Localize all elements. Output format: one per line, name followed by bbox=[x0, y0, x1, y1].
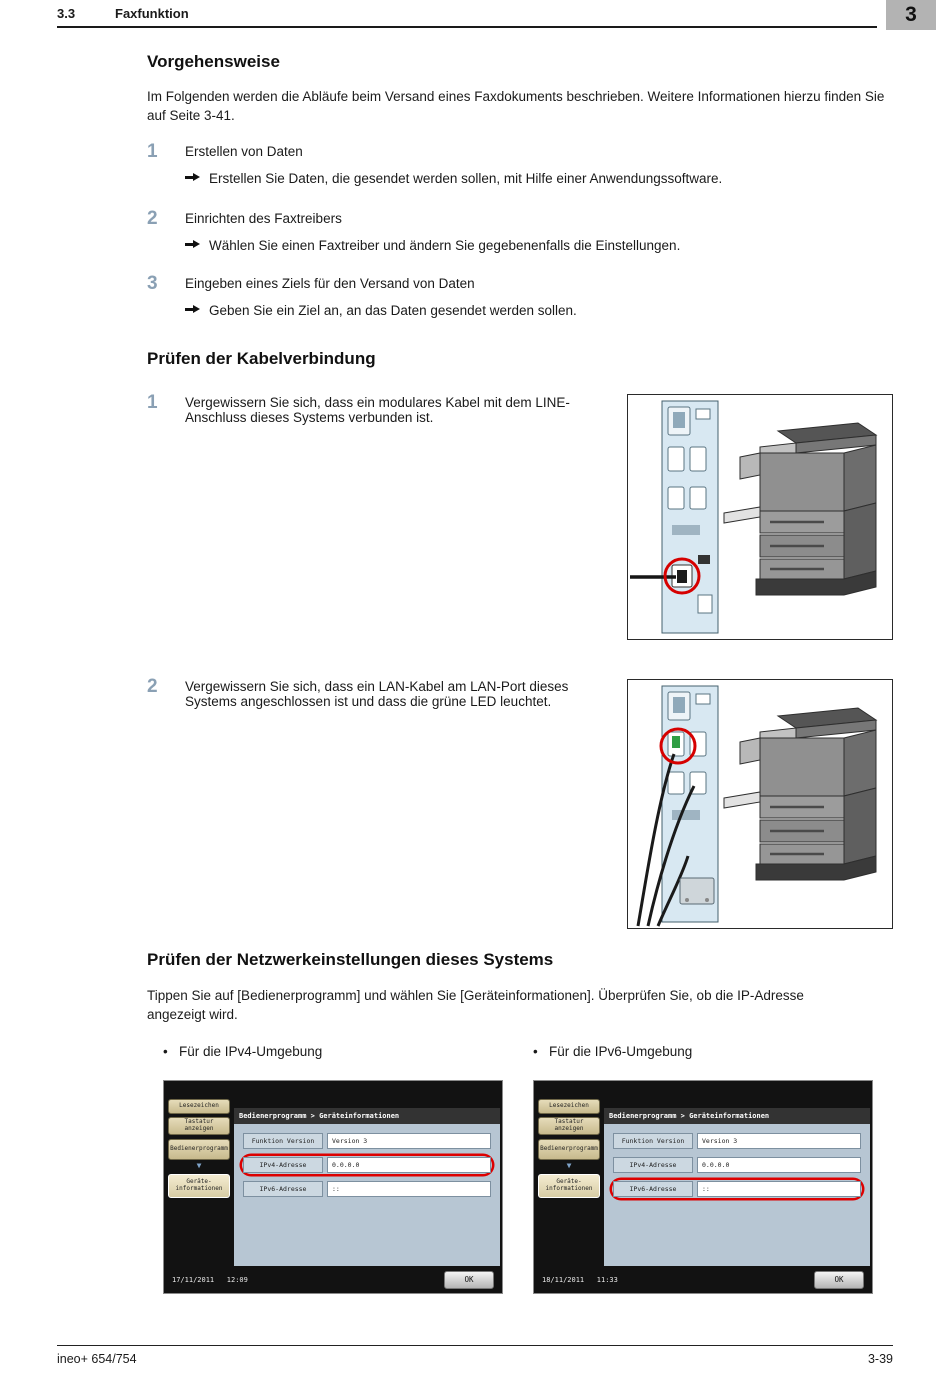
bullet-icon: • bbox=[163, 1044, 168, 1059]
procedure-step-2 bbox=[147, 208, 680, 255]
heading-vorgehensweise: Vorgehensweise bbox=[147, 52, 280, 71]
header-section-number: 3.3 bbox=[57, 6, 76, 21]
bullet-text: Für die IPv6-Umgebung bbox=[549, 1044, 693, 1059]
row-label: Funktion Version bbox=[243, 1133, 323, 1149]
figure-lan-connection bbox=[627, 679, 893, 929]
down-arrow-icon: ▼ bbox=[196, 1161, 202, 1170]
device-row-funktion-version bbox=[612, 1132, 862, 1150]
sidebar-button-geraeteinformationen: Geräte-informationen bbox=[538, 1174, 600, 1198]
step-number: 2 bbox=[147, 676, 158, 697]
device-footer-bar bbox=[534, 1266, 872, 1293]
bullet-ipv4 bbox=[163, 1044, 322, 1059]
step-number: 3 bbox=[147, 273, 158, 294]
device-main-area bbox=[234, 1108, 500, 1266]
row-label: IPv4-Adresse bbox=[243, 1157, 323, 1173]
row-label: Funktion Version bbox=[613, 1133, 693, 1149]
chapter-number-box: 3 bbox=[886, 0, 936, 30]
sidebar-button-lesezeichen: Lesezeichen bbox=[168, 1099, 230, 1114]
network-intro: Tippen Sie auf [Bedienerprogramm] und wählen Sie [Geräteinformationen]. Überprüfen Sie, ob die IP-Adresse angezeigt wird. bbox=[147, 988, 804, 1023]
device-footer-bar bbox=[164, 1266, 502, 1293]
step-text: Vergewissern Sie sich, dass ein LAN-Kabel am LAN-Port dieses Systems angeschlossen ist und dass die grüne LED leuchtet. bbox=[185, 679, 569, 709]
device-main-area bbox=[604, 1108, 870, 1266]
bullet-ipv6 bbox=[533, 1044, 692, 1059]
printer-illustration-line bbox=[628, 395, 892, 639]
device-sidebar bbox=[534, 1081, 604, 1293]
heading-kabelverbindung: Prüfen der Kabelverbindung bbox=[147, 349, 376, 368]
procedure-step-1 bbox=[147, 141, 722, 188]
figure-line-connection bbox=[627, 394, 893, 640]
row-label: IPv6-Adresse bbox=[243, 1181, 323, 1197]
step-arrow-icon bbox=[185, 173, 200, 182]
procedure-intro: Im Folgenden werden die Abläufe beim Versand eines Faxdokuments beschrieben. Weitere Informationen hierzu finden Sie auf Seite 3-41. bbox=[147, 89, 885, 124]
step-detail-text: Geben Sie ein Ziel an, an das Daten gesendet werden sollen. bbox=[209, 303, 577, 318]
bullet-text: Für die IPv4-Umgebung bbox=[179, 1044, 323, 1059]
ok-button: OK bbox=[444, 1271, 494, 1289]
row-value: :: bbox=[697, 1181, 861, 1197]
down-arrow-icon: ▼ bbox=[566, 1161, 572, 1170]
footer-rule bbox=[57, 1345, 893, 1346]
device-row-ipv4-adresse bbox=[612, 1156, 862, 1174]
cable-step-2 bbox=[147, 676, 599, 709]
sidebar-button-geraeteinformationen: Geräte-informationen bbox=[168, 1174, 230, 1198]
step-detail-text: Erstellen Sie Daten, die gesendet werden sollen, mit Hilfe einer Anwendungssoftware. bbox=[209, 171, 723, 186]
sidebar-button-bedienerprogramm: Bedienerprogramm bbox=[538, 1139, 600, 1160]
header-section-title: Faxfunktion bbox=[115, 6, 189, 21]
device-row-ipv6-adresse bbox=[612, 1180, 862, 1198]
step-number: 1 bbox=[147, 392, 158, 413]
device-sidebar bbox=[164, 1081, 234, 1293]
row-label: IPv6-Adresse bbox=[613, 1181, 693, 1197]
procedure-step-3 bbox=[147, 273, 577, 320]
step-arrow-icon bbox=[185, 305, 200, 314]
device-screen-ipv6 bbox=[533, 1080, 873, 1294]
heading-netzwerkeinstellungen: Prüfen der Netzwerkeinstellungen dieses Systems bbox=[147, 950, 554, 969]
footer-page-number: 3-39 bbox=[867, 1352, 893, 1366]
step-arrow-icon bbox=[185, 240, 200, 249]
row-value: Version 3 bbox=[327, 1133, 491, 1149]
device-datetime: 18/11/2011 11:33 bbox=[542, 1275, 618, 1284]
page-footer bbox=[57, 1352, 893, 1366]
device-row-funktion-version bbox=[242, 1132, 492, 1150]
printer-illustration-lan bbox=[628, 680, 892, 928]
step-text: Vergewissern Sie sich, dass ein modulares Kabel mit dem LINE-Anschluss dieses Systems verbunden ist. bbox=[185, 395, 570, 425]
step-title: Erstellen von Daten bbox=[185, 144, 303, 159]
cable-step-1 bbox=[147, 392, 593, 425]
step-title: Einrichten des Faxtreibers bbox=[185, 211, 342, 226]
row-value: :: bbox=[327, 1181, 491, 1197]
step-detail-text: Wählen Sie einen Faxtreiber und ändern Sie gegebenenfalls die Einstellungen. bbox=[209, 238, 681, 253]
footer-model: ineo+ 654/754 bbox=[57, 1352, 137, 1366]
header-rule bbox=[57, 26, 877, 28]
sidebar-button-tastatur-anzeigen: Tastatur anzeigen bbox=[168, 1117, 230, 1135]
row-value: 0.0.0.0 bbox=[327, 1157, 491, 1173]
device-breadcrumb: Bedienerprogramm > Geräteinformationen bbox=[234, 1108, 500, 1124]
device-datetime: 17/11/2011 12:09 bbox=[172, 1275, 248, 1284]
row-value: Version 3 bbox=[697, 1133, 861, 1149]
step-number: 2 bbox=[147, 208, 158, 229]
step-number: 1 bbox=[147, 141, 158, 162]
row-label: IPv4-Adresse bbox=[613, 1157, 693, 1173]
sidebar-button-tastatur-anzeigen: Tastatur anzeigen bbox=[538, 1117, 600, 1135]
ok-button: OK bbox=[814, 1271, 864, 1289]
row-value: 0.0.0.0 bbox=[697, 1157, 861, 1173]
sidebar-button-bedienerprogramm: Bedienerprogramm bbox=[168, 1139, 230, 1160]
step-title: Eingeben eines Ziels für den Versand von Daten bbox=[185, 276, 475, 291]
device-row-ipv6-adresse bbox=[242, 1180, 492, 1198]
device-row-ipv4-adresse bbox=[242, 1156, 492, 1174]
device-screen-ipv4 bbox=[163, 1080, 503, 1294]
bullet-icon: • bbox=[533, 1044, 538, 1059]
device-breadcrumb: Bedienerprogramm > Geräteinformationen bbox=[604, 1108, 870, 1124]
sidebar-button-lesezeichen: Lesezeichen bbox=[538, 1099, 600, 1114]
